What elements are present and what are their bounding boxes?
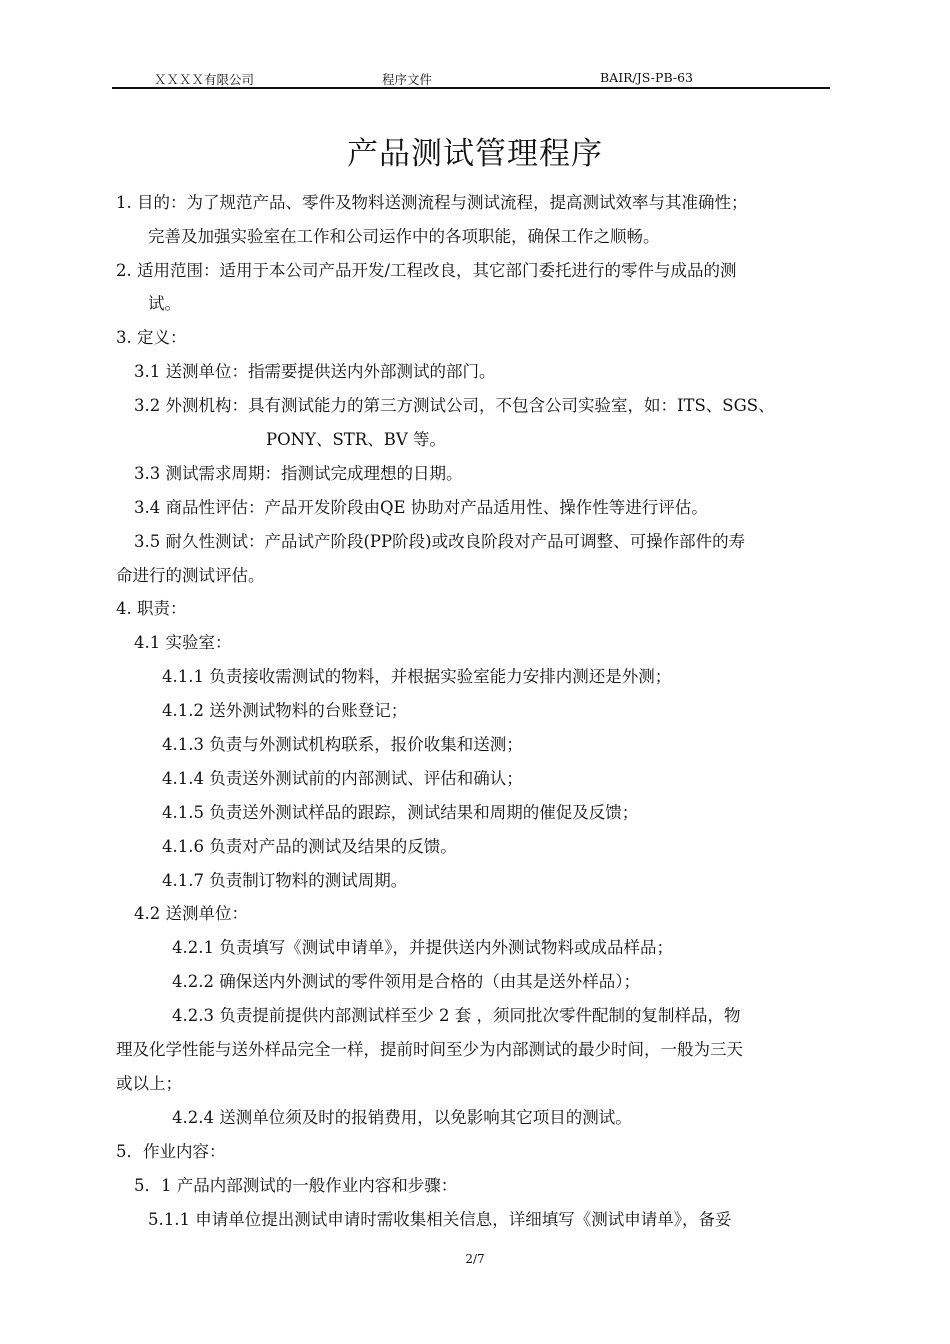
line-8: PONY、STR、BV 等。 [266,430,446,449]
line-20: 4.1.6 负责对产品的测试及结果的反馈。 [162,837,457,856]
document-title: 产品测试管理程序 [347,136,603,172]
line-21: 4.1.7 负责制订物料的测试周期。 [162,871,408,890]
line-18: 4.1.4 负责送外测试前的内部测试、评估和确认； [162,769,523,788]
line-30: 5．1 产品内部测试的一般作业内容和步骤： [134,1176,458,1195]
line-17: 4.1.3 负责与外测试机构联系，报价收集和送测； [162,735,523,754]
line-29: 5．作业内容： [116,1142,226,1161]
line-23: 4.2.1 负责填写《测试申请单》，并提供送内外测试物料或成品样品； [172,938,673,957]
line-26: 理及化学性能与送外样品完全一样，提前时间至少为内部测试的最少时间，一般为三天 [116,1040,743,1059]
line-10: 3.4 商品性评估：产品开发阶段由QE 协助对产品适用性、操作性等进行评估。 [134,498,708,517]
line-25: 4.2.3 负责提前提供内部测试样至少 2 套 ，须同批次零件配制的复制样品，物 [172,1006,741,1025]
page-number: 2/7 [465,1252,485,1266]
header-doc-type: 程序文件 [382,72,433,87]
header-doc-code: BAIR/JS-PB-63 [600,70,693,85]
line-2: 完善及加强实验室在工作和公司运作中的各项职能，确保工作之顺畅。 [148,227,660,246]
line-28: 4.2.4 送测单位须及时的报销费用，以免影响其它项目的测试。 [172,1108,632,1127]
line-1: 1. 目的：为了规范产品、零件及物料送测流程与测试流程，提高测试效率与其准确性； [116,193,748,212]
line-7: 3.2 外测机构：具有测试能力的第三方测试公司，不包含公司实验室，如：ITS、SGS、 [134,396,775,415]
line-5: 3. 定义： [116,328,187,347]
line-31: 5.1.1 申请单位提出测试申请时需收集相关信息，详细填写《测试申请单》，备妥 [148,1210,732,1229]
line-3: 2. 适用范围：适用于本公司产品开发/工程改良，其它部门委托进行的零件与成品的测 [116,261,737,280]
header-company: ＸＸＸＸ有限公司 [154,72,255,87]
line-9: 3.3 测试需求周期：指测试完成理想的日期。 [134,464,463,483]
line-14: 4.1 实验室： [134,633,232,652]
line-27: 或以上； [116,1074,182,1093]
line-22: 4.2 送测单位： [134,904,248,923]
page-header [112,68,830,88]
line-13: 4. 职责： [116,599,187,618]
line-11: 3.5 耐久性测试：产品试产阶段(PP阶段)或改良阶段对产品可调整、可操作部件的寿 [134,532,746,551]
line-16: 4.1.2 送外测试物料的台账登记； [162,701,408,720]
line-19: 4.1.5 负责送外测试样品的跟踪，测试结果和周期的催促及反馈； [162,803,639,822]
line-6: 3.1 送测单位：指需要提供送内外部测试的部门。 [134,362,496,381]
line-15: 4.1.1 负责接收需测试的物料，并根据实验室能力安排内测还是外测； [162,667,672,686]
header-divider [112,87,830,89]
line-4: 试。 [148,294,181,313]
line-12: 命进行的测试评估。 [116,566,265,585]
line-24: 4.2.2 确保送内外测试的零件领用是合格的（由其是送外样品）； [172,972,640,991]
